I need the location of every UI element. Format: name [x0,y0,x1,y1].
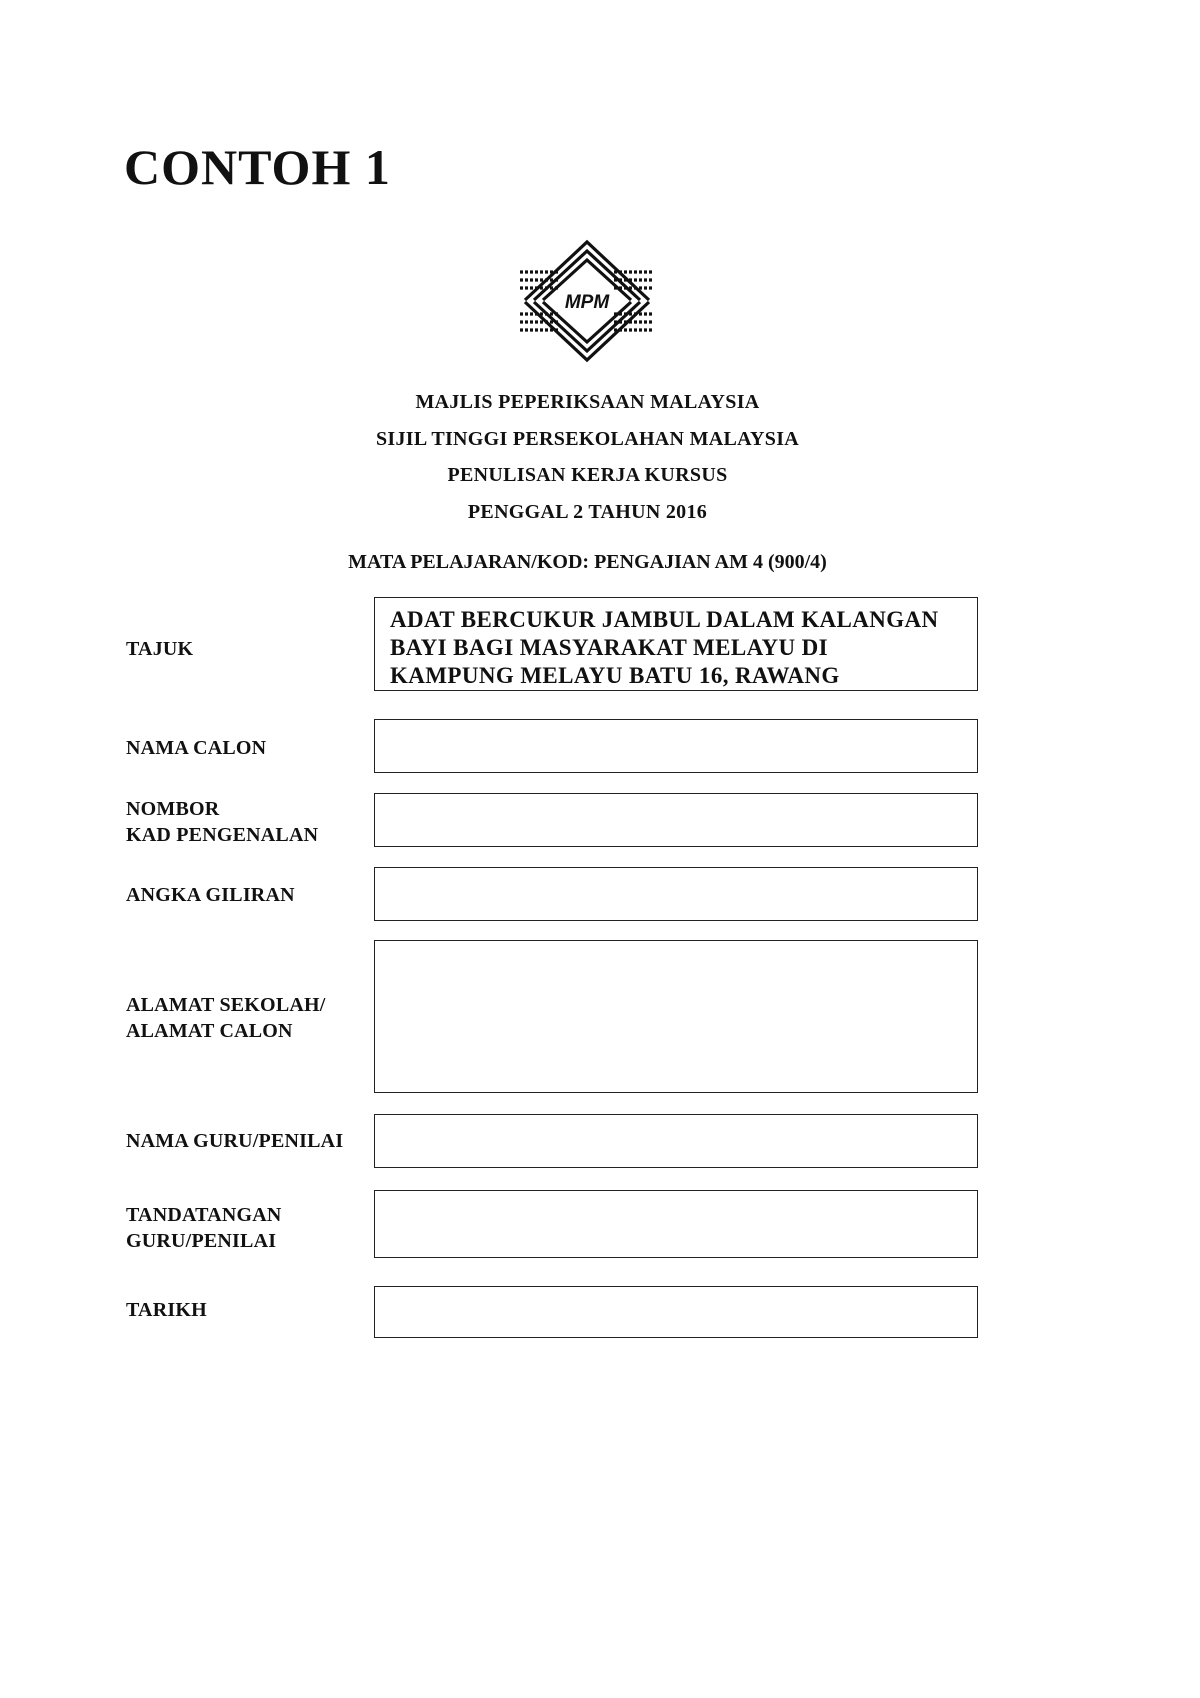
logo-text: MPM [564,292,610,313]
label-angka-giliran: ANGKA GILIRAN [126,884,295,906]
field-nombor-kad-pengenalan[interactable] [374,793,978,847]
subject-code: MATA PELAJARAN/KOD: PENGAJIAN AM 4 (900/4) [348,551,827,573]
label-tajuk: TAJUK [126,638,194,660]
label-nama-guru: NAMA GURU/PENILAI [126,1130,344,1152]
tajuk-line: BAYI BAGI MASYARAKAT MELAYU DI [390,635,829,660]
header-line: SIJIL TINGGI PERSEKOLAHAN MALAYSIA [375,427,800,450]
header-line: PENULISAN KERJA KURSUS [447,464,728,486]
tajuk-line: ADAT BERCUKUR JAMBUL DALAM KALANGAN [390,607,939,632]
field-alamat[interactable] [374,940,978,1093]
exam-header [0,384,1175,530]
tajuk-line: KAMPUNG MELAYU BATU 16, RAWANG [390,663,840,688]
header-line: PENGGAL 2 TAHUN 2016 [467,500,708,523]
label-nombor-kad-pengenalan: NOMBOR KAD PENGENALAN [126,798,319,846]
header-line: MAJLIS PEPERIKSAAN MALAYSIA [415,391,760,413]
field-tarikh[interactable] [374,1286,978,1338]
field-tandatangan[interactable] [374,1190,978,1258]
label-tarikh: TARIKH [126,1299,207,1321]
field-nama-calon[interactable] [374,719,978,773]
page-heading: CONTOH 1 [124,139,391,195]
field-nama-guru[interactable] [374,1114,978,1168]
label-tandatangan: TANDATANGAN GURU/PENILAI [126,1204,282,1252]
mpm-logo [520,238,654,364]
field-angka-giliran[interactable] [374,867,978,921]
label-alamat: ALAMAT SEKOLAH/ ALAMAT CALON [126,994,326,1042]
label-nama-calon: NAMA CALON [126,737,267,759]
field-tajuk[interactable] [374,597,978,691]
